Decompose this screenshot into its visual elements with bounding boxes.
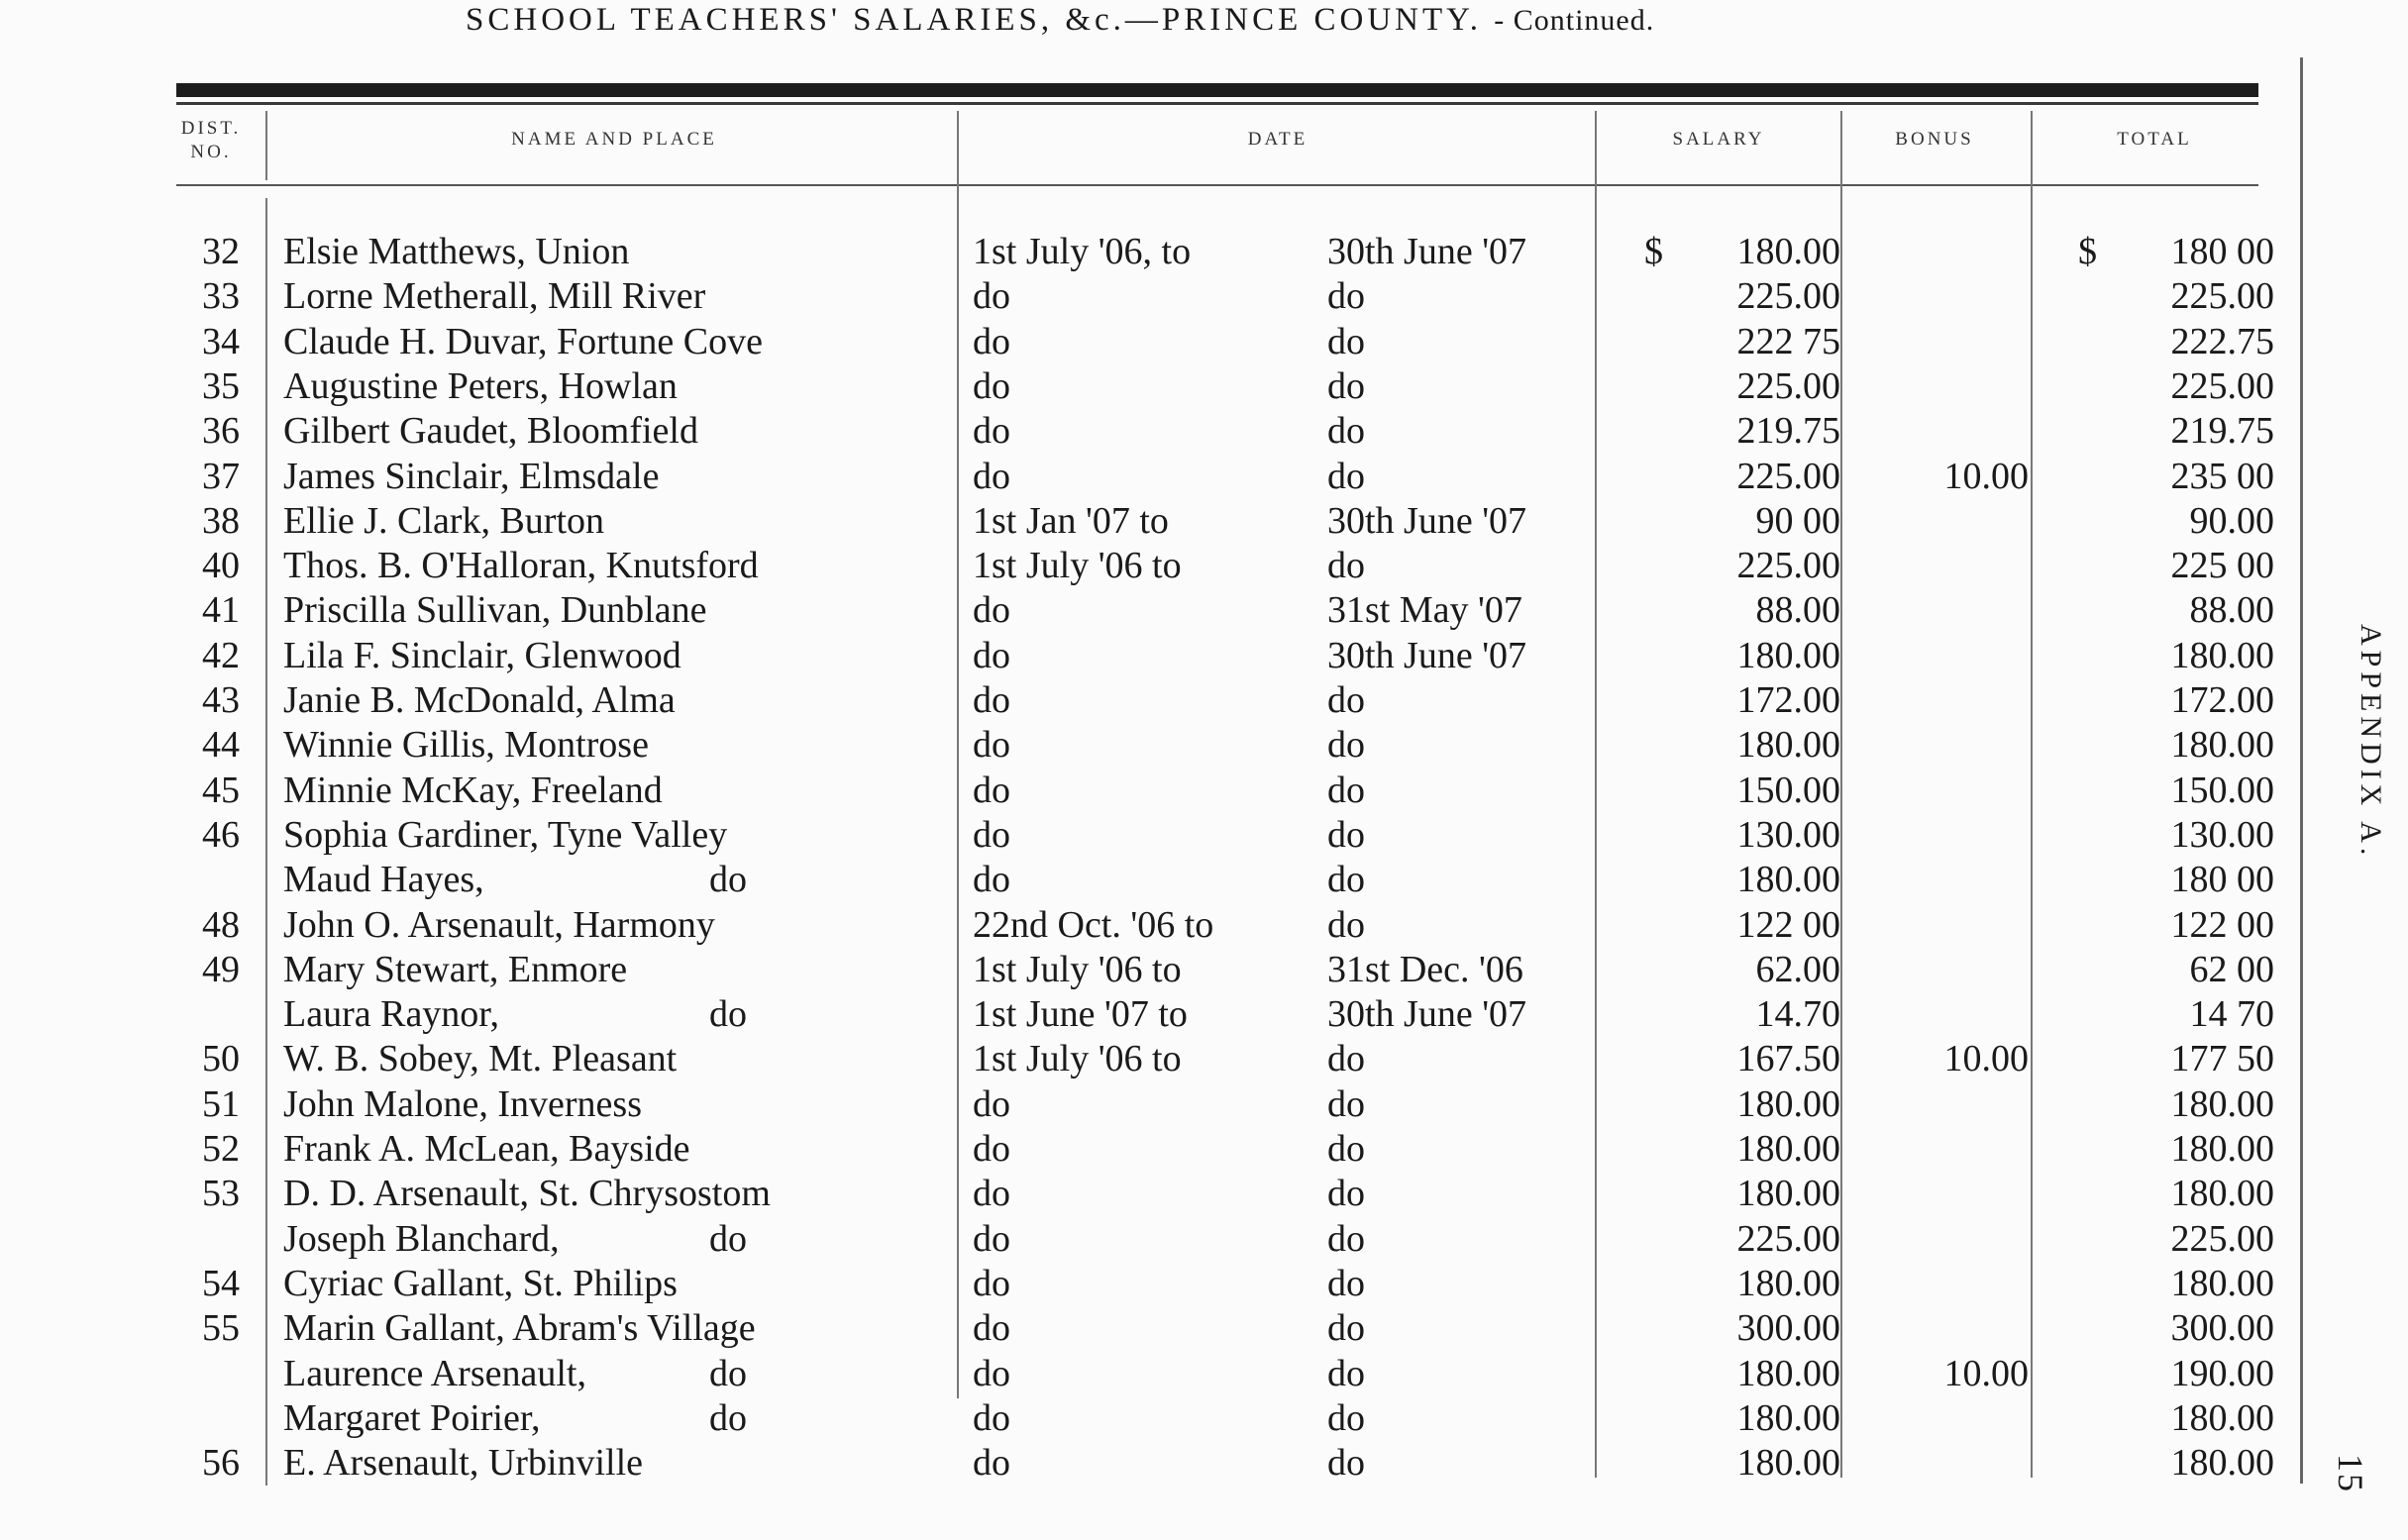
table-row [0,1396,2300,1441]
salary-cell: 300.00 [1736,1307,1840,1350]
header-name: NAME AND PLACE [511,129,717,150]
name-cell: Thos. B. O'Halloran, Knutsford [283,545,759,587]
salary-cell: 180.00 [1736,1396,1840,1439]
salary-cell: 130.00 [1736,813,1840,856]
header-dist: DIST. NO. [180,118,242,162]
total-cell: 180.00 [2170,1442,2274,1485]
salary-cell: 180.00 [1736,231,1840,272]
dist-cell: 40 [202,545,240,587]
name-cell: Mary Stewart, Enmore [283,948,628,990]
salary-cell: 88.00 [1755,589,1840,632]
date-from-cell: do [973,1442,1010,1485]
table-row [0,588,2300,633]
divider-dist-head [265,111,267,180]
name-cell: Gilbert Gaudet, Bloomfield [283,410,698,453]
date-to-cell: do [1327,679,1365,721]
dist-cell: 49 [202,948,240,990]
dist-cell: 44 [202,724,240,767]
dist-cell: 46 [202,813,240,856]
date-to-cell: 30th June '07 [1327,634,1527,676]
dist-cell: 42 [202,634,240,676]
salary-cell: 222 75 [1736,320,1840,362]
total-cell: 62 00 [2189,948,2274,990]
place-cell: do [709,1217,747,1260]
place-cell: do [709,859,747,901]
date-to-cell: do [1327,275,1365,318]
table-row [0,903,2300,948]
date-from-cell: do [973,679,1010,721]
name-cell: Elsie Matthews, Union [283,231,630,272]
date-to-cell: do [1327,903,1365,946]
date-from-cell: do [973,410,1010,453]
date-to-cell: 30th June '07 [1327,993,1527,1036]
name-cell: Lila F. Sinclair, Glenwood [283,634,681,676]
date-from-cell: do [973,364,1010,407]
name-cell: W. B. Sobey, Mt. Pleasant [283,1038,678,1080]
date-from-cell: do [973,1217,1010,1260]
date-to-cell: 31st May '07 [1327,589,1522,632]
table-row [0,364,2300,409]
date-from-cell: 1st July '06 to [973,545,1182,587]
salary-cell: 180.00 [1736,859,1840,901]
name-cell: Cyriac Gallant, St. Philips [283,1262,678,1304]
table-row [0,1217,2300,1262]
date-to-cell: do [1327,1128,1365,1170]
table-row [0,678,2300,723]
date-from-cell: do [973,320,1010,362]
date-from-cell: do [973,589,1010,632]
dist-cell: 51 [202,1082,240,1125]
date-to-cell: do [1327,320,1365,362]
name-cell: Maud Hayes, [283,859,484,901]
place-cell: do [709,1352,747,1394]
table-row [0,858,2300,902]
total-cell: 14 70 [2189,993,2274,1036]
total-cell: 300.00 [2170,1307,2274,1350]
total-cell: 225 00 [2170,545,2274,587]
top-rule-thick [176,83,2258,97]
dist-cell: 35 [202,364,240,407]
bonus-cell: 10.00 [1943,1038,2029,1080]
dist-cell: 53 [202,1173,240,1215]
table-row [0,992,2300,1037]
name-cell: E. Arsenault, Urbinville [283,1442,644,1485]
name-cell: Frank A. McLean, Bayside [283,1128,690,1170]
table-row [0,948,2300,992]
date-from-cell: do [973,1262,1010,1304]
total-cell: 225.00 [2170,275,2274,318]
date-to-cell: 30th June '07 [1327,499,1527,542]
name-cell: Sophia Gardiner, Tyne Valley [283,813,728,856]
name-cell: Marin Gallant, Abram's Village [283,1307,756,1350]
name-cell: Priscilla Sullivan, Dunblane [283,589,707,632]
table-row [0,230,2300,274]
dist-cell: 37 [202,455,240,497]
top-rule-thin [176,102,2258,105]
total-cell: 88.00 [2189,589,2274,632]
name-cell: Claude H. Duvar, Fortune Cove [283,320,763,362]
date-from-cell: do [973,813,1010,856]
total-cell: 130.00 [2170,813,2274,856]
name-cell: Joseph Blanchard, [283,1217,560,1260]
dist-cell: 48 [202,903,240,946]
table-row [0,634,2300,678]
name-cell: John Malone, Inverness [283,1082,642,1125]
place-cell: do [709,1396,747,1439]
date-to-cell: do [1327,1442,1365,1485]
date-from-cell: 1st July '06 to [973,1038,1182,1080]
date-to-cell: do [1327,455,1365,497]
total-cell: 190.00 [2170,1352,2274,1394]
dist-cell: 55 [202,1307,240,1350]
name-cell: Janie B. McDonald, Alma [283,679,676,721]
date-to-cell: do [1327,1352,1365,1394]
dist-cell: 41 [202,589,240,632]
title-text: SCHOOL TEACHERS' SALARIES, &c.—PRINCE COUNTY. [466,2,1482,38]
salary-cell: 167.50 [1736,1038,1840,1080]
date-to-cell: do [1327,1082,1365,1125]
date-to-cell: do [1327,1038,1365,1080]
total-cell: 180.00 [2170,1262,2274,1304]
header-bonus: BONUS [1895,129,1974,150]
salary-cell: 225.00 [1736,455,1840,497]
total-cell: 172.00 [2170,679,2274,721]
total-cell: 180.00 [2170,1173,2274,1215]
date-from-cell: 1st Jan '07 to [973,499,1169,542]
table-row [0,1127,2300,1172]
date-from-cell: 1st June '07 to [973,993,1188,1036]
date-from-cell: do [973,724,1010,767]
salary-cell: 180.00 [1736,1352,1840,1394]
dist-cell: 34 [202,320,240,362]
date-to-cell: do [1327,1307,1365,1350]
salary-cell: 150.00 [1736,769,1840,811]
appendix-label: APPENDIX A. [2355,624,2387,861]
total-cell: 180.00 [2170,1396,2274,1439]
total-cell: 122 00 [2170,903,2274,946]
salary-cell: 172.00 [1736,679,1840,721]
salary-cell: 180.00 [1736,724,1840,767]
date-from-cell: do [973,634,1010,676]
table-row [0,274,2300,319]
name-cell: Winnie Gillis, Montrose [283,724,649,767]
table-row [0,723,2300,768]
salary-cell: 225.00 [1736,364,1840,407]
header-rule [176,184,2258,186]
total-cell: 180.00 [2170,724,2274,767]
header-total: TOTAL [2117,129,2192,150]
header-salary: SALARY [1672,129,1765,150]
date-from-cell: do [973,1173,1010,1215]
dist-cell: 45 [202,769,240,811]
total-cell: 180.00 [2170,1082,2274,1125]
table-row [0,1306,2300,1351]
salary-cell: 219.75 [1736,410,1840,453]
date-to-cell: do [1327,813,1365,856]
total-cell: 225.00 [2170,364,2274,407]
name-cell: James Sinclair, Elmsdale [283,455,660,497]
date-from-cell: 22nd Oct. '06 to [973,903,1214,946]
salary-cell: 122 00 [1736,903,1840,946]
salary-cell: 180.00 [1736,1082,1840,1125]
date-to-cell: 31st Dec. '06 [1327,948,1523,990]
dist-cell: 43 [202,679,240,721]
name-cell: Laura Raynor, [283,993,499,1036]
total-cell: 180 00 [2170,859,2274,901]
table-row [0,409,2300,454]
header-date: DATE [1247,129,1309,150]
date-from-cell: do [973,1307,1010,1350]
total-cell: 225.00 [2170,1217,2274,1260]
table-row [0,1262,2300,1306]
date-from-cell: do [973,859,1010,901]
date-to-cell: do [1327,859,1365,901]
name-cell: Minnie McKay, Freeland [283,769,663,811]
date-to-cell: 30th June '07 [1327,231,1527,272]
name-cell: Ellie J. Clark, Burton [283,499,605,542]
date-to-cell: do [1327,1262,1365,1304]
date-from-cell: do [973,1128,1010,1170]
total-cell: 235 00 [2170,455,2274,497]
table-row [0,544,2300,588]
salary-dollar-sign: $ [1644,231,1663,272]
date-to-cell: do [1327,410,1365,453]
name-cell: Laurence Arsenault, [283,1352,586,1394]
table-row [0,769,2300,813]
page-title [466,2,2011,39]
table-row [0,1441,2300,1486]
name-cell: Lorne Metherall, Mill River [283,275,706,318]
dist-cell: 36 [202,410,240,453]
salary-cell: 180.00 [1736,1262,1840,1304]
table-row [0,1037,2300,1081]
date-from-cell: do [973,769,1010,811]
bonus-cell: 10.00 [1943,455,2029,497]
date-from-cell: do [973,275,1010,318]
dist-cell: 52 [202,1128,240,1170]
dist-cell: 56 [202,1442,240,1485]
date-to-cell: do [1327,1396,1365,1439]
date-to-cell: do [1327,1217,1365,1260]
total-cell: 90.00 [2189,499,2274,542]
total-cell: 219.75 [2170,410,2274,453]
date-to-cell: do [1327,724,1365,767]
salary-cell: 225.00 [1736,545,1840,587]
date-from-cell: do [973,455,1010,497]
name-cell: Augustine Peters, Howlan [283,364,678,407]
date-to-cell: do [1327,1173,1365,1215]
table-row [0,1352,2300,1396]
table-row [0,813,2300,858]
total-cell: 180 00 [2170,231,2274,272]
salary-cell: 180.00 [1736,1442,1840,1485]
dist-cell: 54 [202,1262,240,1304]
dist-cell: 32 [202,231,240,272]
name-cell: John O. Arsenault, Harmony [283,903,715,946]
title-suffix: - Continued. [1494,4,1655,37]
total-cell: 222.75 [2170,320,2274,362]
table-row [0,1082,2300,1127]
table-row [0,1172,2300,1216]
dist-cell: 33 [202,275,240,318]
salary-cell: 180.00 [1736,1128,1840,1170]
total-dollar-sign: $ [2078,231,2097,272]
table-row [0,499,2300,544]
table-row [0,320,2300,364]
page-right-border [2300,57,2303,1484]
salary-cell: 180.00 [1736,634,1840,676]
dist-cell: 50 [202,1038,240,1080]
salary-cell: 180.00 [1736,1173,1840,1215]
date-from-cell: 1st July '06, to [973,231,1192,272]
total-cell: 180.00 [2170,1128,2274,1170]
total-cell: 180.00 [2170,634,2274,676]
name-cell: D. D. Arsenault, St. Chrysostom [283,1173,771,1215]
total-cell: 150.00 [2170,769,2274,811]
salary-cell: 225.00 [1736,275,1840,318]
table-row [0,455,2300,499]
bonus-cell: 10.00 [1943,1352,2029,1394]
date-to-cell: do [1327,545,1365,587]
date-from-cell: do [973,1396,1010,1439]
salary-cell: 90 00 [1755,499,1840,542]
salary-cell: 14.70 [1755,993,1840,1036]
total-cell: 177 50 [2170,1038,2274,1080]
date-to-cell: do [1327,769,1365,811]
salary-cell: 62.00 [1755,948,1840,990]
page-number: 15 [2331,1454,2370,1493]
date-from-cell: do [973,1352,1010,1394]
name-cell: Margaret Poirier, [283,1396,541,1439]
date-to-cell: do [1327,364,1365,407]
date-from-cell: 1st July '06 to [973,948,1182,990]
date-from-cell: do [973,1082,1010,1125]
dist-cell: 38 [202,499,240,542]
salary-cell: 225.00 [1736,1217,1840,1260]
place-cell: do [709,993,747,1036]
